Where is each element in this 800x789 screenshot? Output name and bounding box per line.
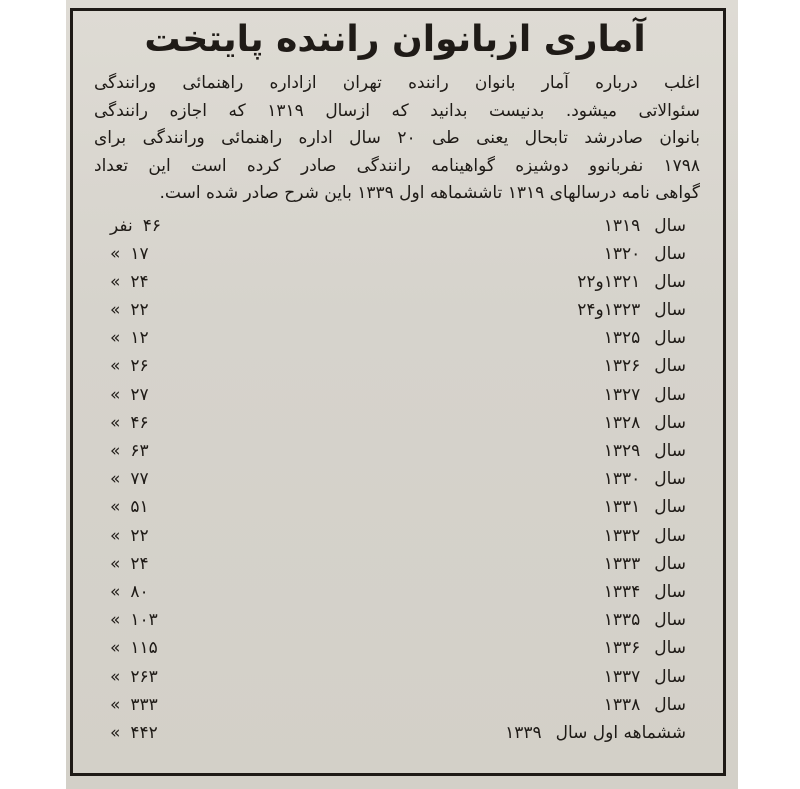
stat-count: ۳۳۳» [110,691,158,719]
stat-count: ۶۳» [110,437,149,465]
ditto-mark: » [110,300,121,321]
stat-year: سال۱۳۲۳و۲۴ [577,300,686,321]
stat-count: ۱۰۳» [110,606,158,634]
stat-year: سال۱۳۳۴ [603,581,686,602]
unit-label: نفر [110,215,133,236]
stat-year: سال۱۳۲۱و۲۲ [577,271,686,292]
ditto-mark: » [110,497,121,518]
license-statistics-list [80,212,710,748]
stat-count: ۱۱۵» [110,634,158,662]
ditto-mark: » [110,441,121,461]
paragraph-line: بانوان صادرشد تابحال یعنی طی ۲۰ سال اداره راهنمائی ورانندگی برای [94,128,700,148]
stat-row [80,578,710,606]
stat-count: ۲۴» [110,268,149,296]
stat-year: سال۱۳۲۸ [603,412,686,433]
ditto-mark: » [110,553,121,574]
stat-count: ۲۴» [110,550,149,578]
stat-count: ۸۰» [110,578,149,606]
stat-row [80,522,710,550]
stat-year: سال۱۳۳۱ [603,497,686,518]
stat-count: ۲۲» [110,296,149,324]
ditto-mark: » [110,469,121,490]
stat-count: ۲۲» [110,522,149,550]
stat-year: سال۱۳۲۷ [603,384,686,405]
stat-year: سال۱۳۲۰ [603,243,686,264]
ditto-mark: » [110,610,121,631]
stat-row [80,606,710,634]
stat-row [80,691,710,719]
article-content [80,14,710,747]
stat-count: ۲۷» [110,381,149,409]
ditto-mark: » [110,328,121,349]
ditto-mark: » [110,271,121,292]
article-title: آماری ازبانوان راننده پایتخت [144,19,646,60]
ditto-mark: » [110,581,121,602]
stat-count: ۲۶» [110,352,149,380]
article-paragraph [94,70,700,208]
stat-row [80,240,710,268]
ditto-mark: » [110,666,121,687]
ditto-mark: » [110,722,121,743]
ditto-mark: » [110,243,121,264]
stat-year: ششماهه اول سال۱۳۳۹ [505,722,686,743]
stat-row [80,634,710,662]
stat-count: ۴۶» [110,409,149,437]
stat-count: ۲۶۳» [110,663,158,691]
paragraph-line: اغلب درباره آمار بانوان راننده تهران ازاداره راهنمائی ورانندگی [94,73,700,93]
stat-row [80,409,710,437]
stat-row [80,437,710,465]
stat-count: ۵۱» [110,493,149,521]
stat-row [80,212,710,240]
stat-row [80,324,710,352]
stat-year: سال۱۳۳۰ [603,469,686,490]
ditto-mark: » [110,525,121,546]
paragraph-line: ۱۷۹۸ نفربانوو دوشیزه گواهینامه رانندگی صادر کرده است این تعداد [94,155,700,176]
stat-year: سال۱۳۲۶ [603,356,686,377]
stat-year: سال۱۳۳۶ [603,638,686,659]
stat-row-half-year [80,719,710,747]
stat-year: سال۱۳۱۹ [603,215,686,236]
stat-count: ۷۷» [110,465,149,493]
stat-year: سال۱۳۳۸ [603,694,686,715]
ditto-mark: » [110,638,121,659]
stat-count: ۱۲» [110,324,149,352]
stat-year: سال۱۳۲۹ [603,441,686,461]
stat-row [80,550,710,578]
stat-year: سال۱۳۲۵ [603,328,686,349]
paragraph-line: گواهی نامه درسالهای ۱۳۱۹ تاششماهه اول ۱۳۳۹ باین شرح صادر شده است. [159,183,700,203]
stat-row [80,663,710,691]
stat-count: ۴۶نفر [110,212,161,240]
stat-row [80,268,710,296]
stat-year: سال۱۳۳۲ [603,525,686,546]
stat-year: سال۱۳۳۵ [603,610,686,631]
ditto-mark: » [110,412,121,433]
ditto-mark: » [110,356,121,377]
newspaper-clipping [66,0,738,789]
stat-year: سال۱۳۳۷ [603,666,686,687]
ditto-mark: » [110,384,121,405]
stat-year: سال۱۳۳۳ [603,553,686,574]
stat-row [80,381,710,409]
stat-count: ۱۷» [110,240,149,268]
stat-row [80,493,710,521]
stat-row [80,465,710,493]
ditto-mark: » [110,694,121,715]
stat-row [80,296,710,324]
paragraph-line: سئوالاتی میشود. بدنیست بدانید که ازسال ۱۳۱۹ که اجازه رانندگی [94,100,700,121]
stat-row [80,352,710,380]
stat-count: ۴۴۲» [110,719,158,747]
